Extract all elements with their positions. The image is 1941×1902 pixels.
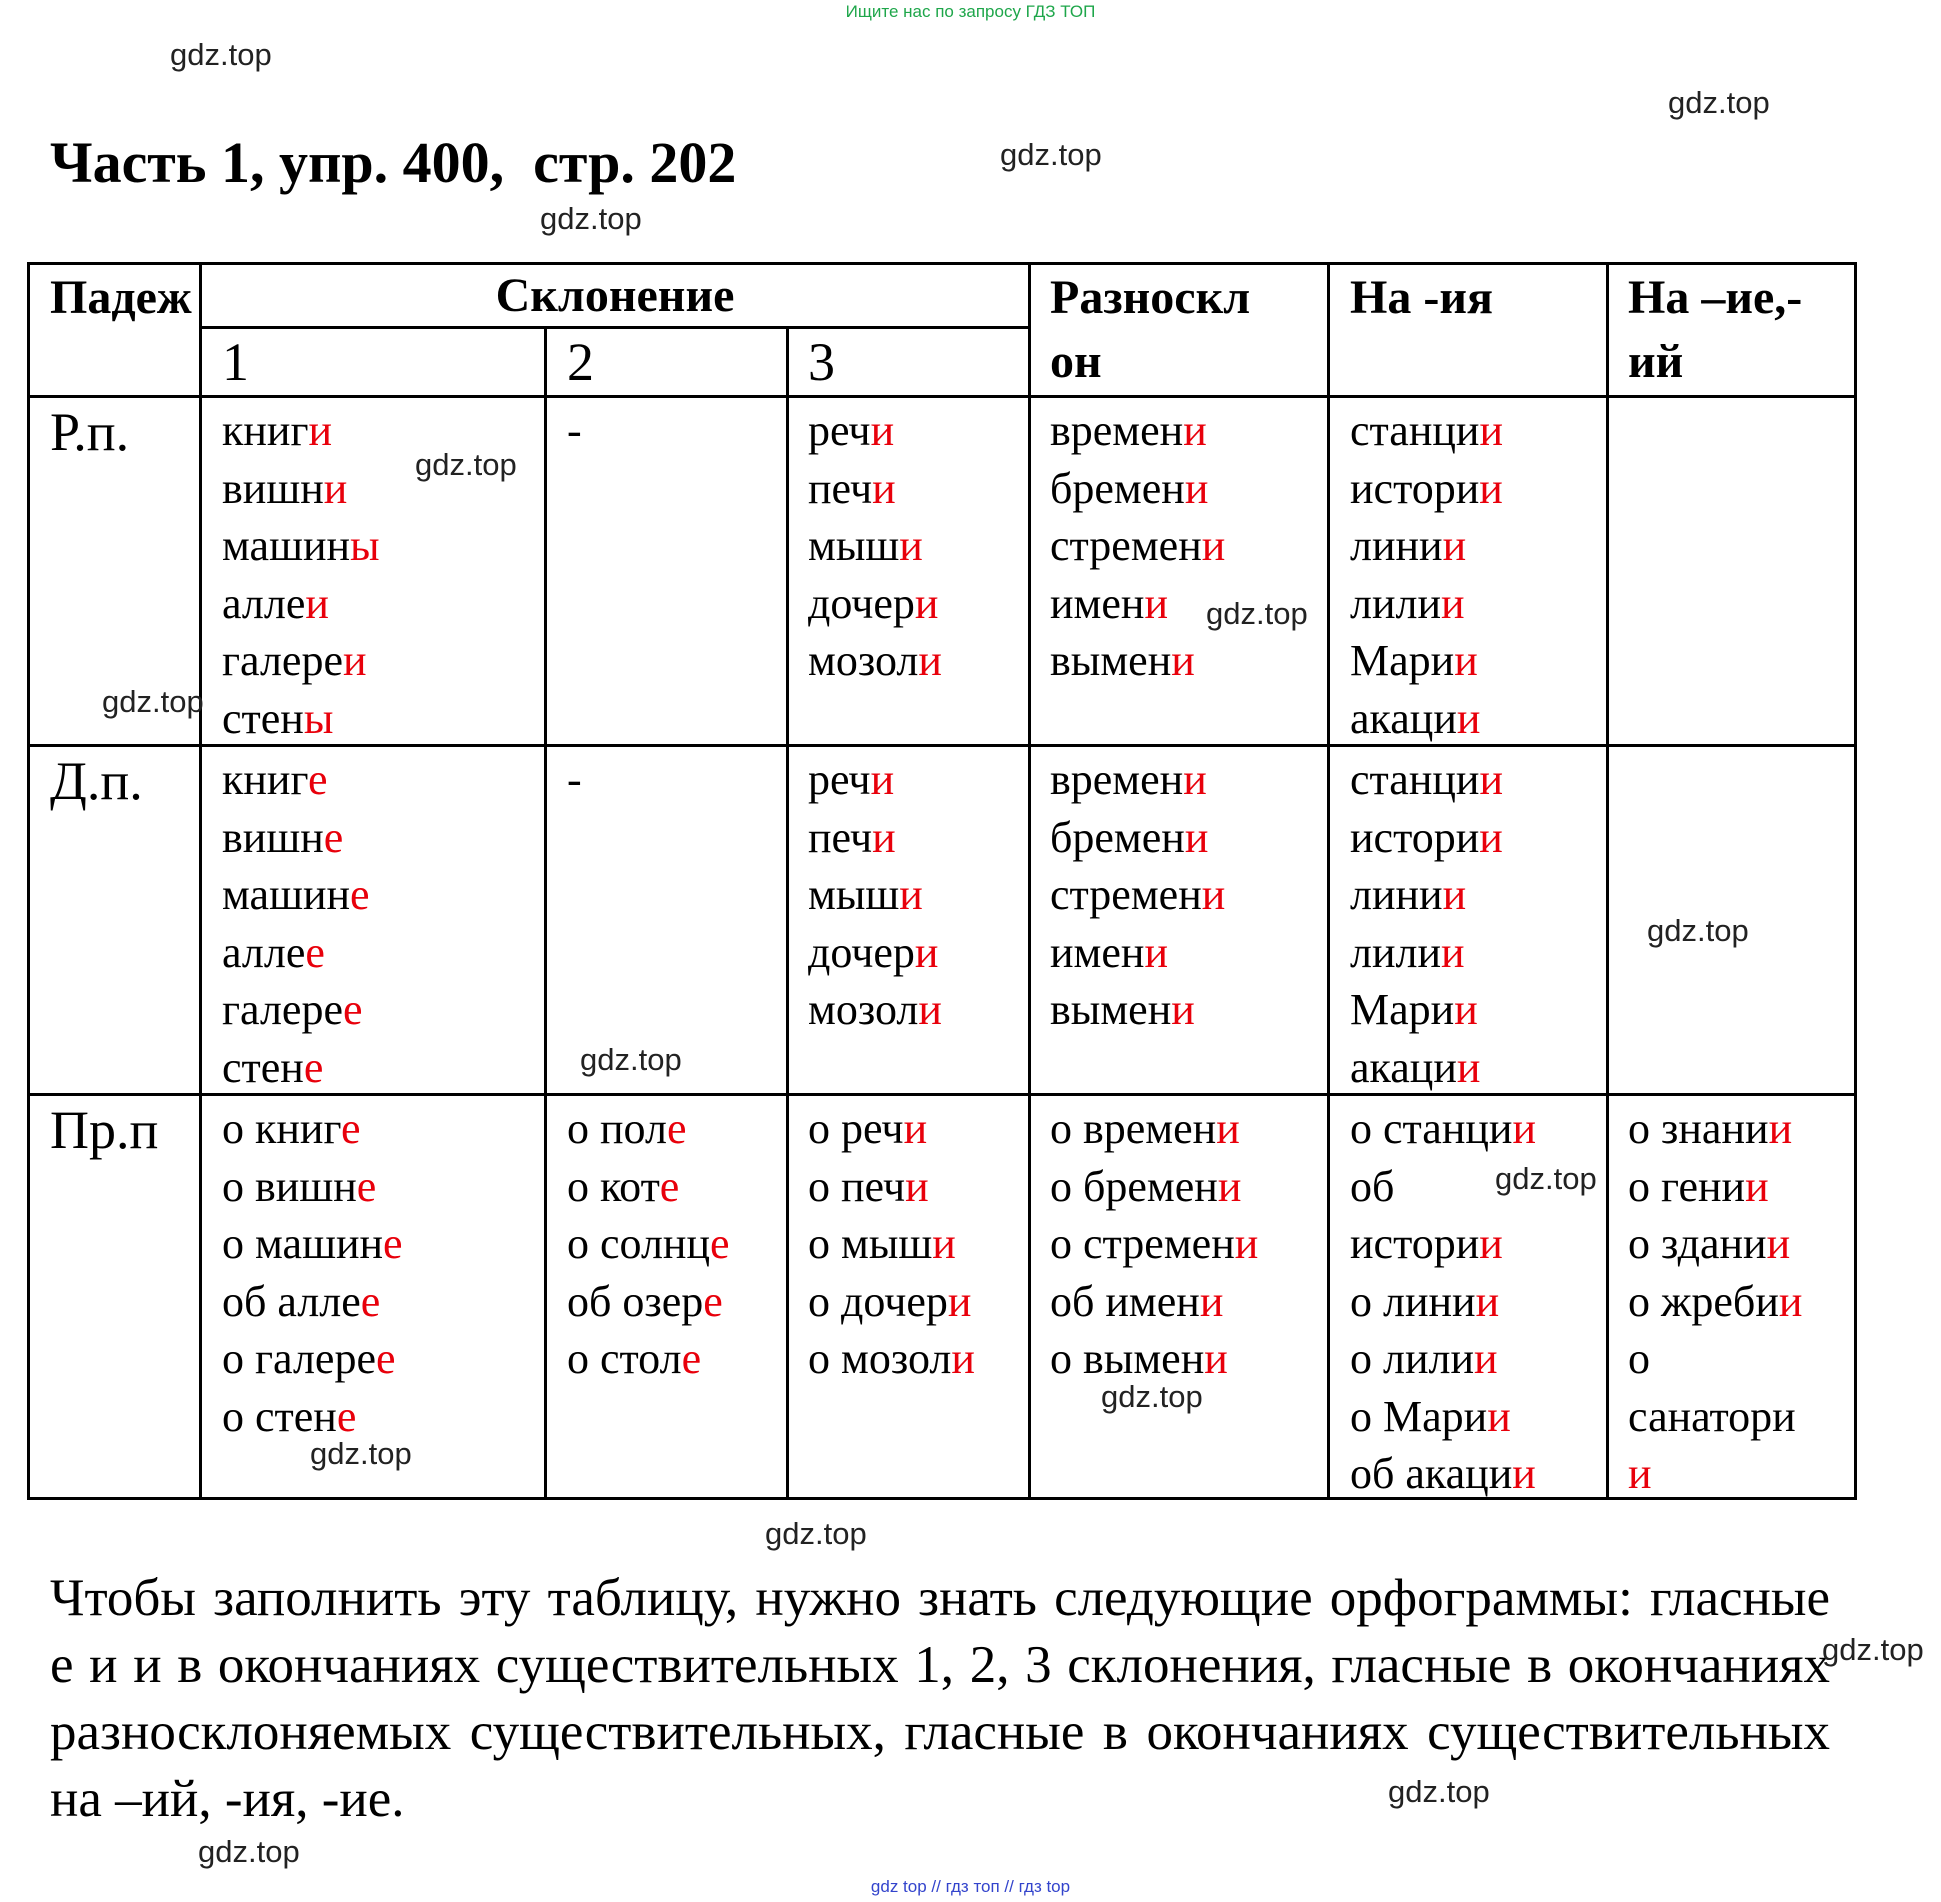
word-stem: лили	[1350, 927, 1442, 977]
word-form	[808, 1273, 975, 1331]
word-form	[1628, 1273, 1802, 1331]
word-stem: о здани	[1628, 1219, 1767, 1268]
word-stem: о реч	[808, 1104, 904, 1153]
word-cell	[222, 1100, 403, 1445]
word-form	[1050, 1215, 1258, 1273]
word-stem: стремен	[1050, 521, 1202, 570]
word-ending: е	[303, 1042, 324, 1092]
word-form	[1350, 690, 1503, 748]
word-ending: е	[703, 1276, 723, 1326]
word-ending: и	[1768, 1104, 1793, 1153]
word-ending: и	[1171, 636, 1195, 685]
watermark: gdz.top	[198, 1834, 300, 1869]
word-ending: и	[305, 578, 329, 628]
word-ending: е	[681, 1334, 702, 1383]
word-form	[808, 1100, 975, 1158]
word-stem: акаци	[1350, 1042, 1457, 1092]
word-stem: о дочер	[808, 1276, 948, 1326]
word-stem: станци	[1350, 406, 1480, 455]
word-form	[1350, 402, 1503, 460]
word-ending: и	[951, 1334, 975, 1383]
word-ending: и	[1454, 985, 1478, 1034]
word-form	[222, 632, 380, 690]
grid-line	[199, 262, 202, 1500]
word-cell	[808, 402, 942, 690]
word-form	[1350, 460, 1503, 518]
word-stem: галере	[222, 985, 343, 1034]
word-ending: е	[350, 870, 370, 919]
word-stem: дочер	[808, 578, 915, 628]
watermark: gdz.top	[765, 1516, 867, 1551]
word-stem: мозол	[808, 636, 919, 685]
word-ending: и	[872, 463, 896, 513]
word-stem: лини	[1350, 521, 1443, 570]
word-stem: об	[1350, 1161, 1395, 1211]
word-form	[222, 1039, 370, 1097]
word-form	[222, 402, 380, 460]
word-stem: Мари	[1350, 985, 1455, 1034]
word-ending: и	[932, 1219, 956, 1268]
word-stem: мыш	[808, 521, 900, 570]
word-stem: вишн	[222, 463, 324, 513]
watermark: gdz.top	[1101, 1379, 1203, 1414]
word-stem: Мари	[1350, 636, 1455, 685]
word-form	[1350, 866, 1503, 924]
word-form	[567, 751, 582, 809]
word-stem: о стол	[567, 1334, 682, 1383]
word-form	[1350, 575, 1503, 633]
word-cell	[1050, 751, 1225, 1039]
word-ending: и	[1184, 463, 1209, 513]
word-cell	[567, 402, 582, 460]
word-form	[1628, 1388, 1802, 1446]
word-ending: и	[1454, 636, 1478, 685]
word-stem: мыш	[808, 870, 900, 919]
word-stem: о вымен	[1050, 1334, 1205, 1383]
watermark: gdz.top	[170, 37, 272, 72]
word-form	[808, 866, 942, 924]
word-ending: е	[383, 1219, 403, 1268]
word-stem: о печ	[808, 1161, 906, 1211]
word-ending: и	[899, 870, 923, 919]
word-form	[808, 402, 942, 460]
grid-line	[1854, 262, 1857, 1500]
word-stem: о мозол	[808, 1334, 952, 1383]
header-iya: На -ия	[1350, 271, 1493, 324]
grid-line	[27, 395, 1857, 398]
word-ending: и	[1512, 1449, 1536, 1498]
word-form	[222, 751, 370, 809]
word-form	[222, 1215, 403, 1273]
word-form	[1628, 1215, 1802, 1273]
word-form	[808, 1215, 975, 1273]
word-form	[222, 981, 370, 1039]
word-form	[1350, 751, 1503, 809]
word-ending: и	[1778, 1276, 1803, 1326]
word-form	[1050, 517, 1225, 575]
word-ending: и	[872, 812, 896, 862]
word-ending: и	[323, 463, 348, 513]
word-form	[1050, 575, 1225, 633]
header-declension-1: 1	[222, 332, 249, 392]
word-ending: и	[1184, 812, 1209, 862]
word-cell	[222, 751, 370, 1096]
word-form	[808, 924, 942, 982]
word-ending: и	[947, 1276, 972, 1326]
word-form	[222, 460, 380, 518]
word-stem: о книг	[222, 1104, 341, 1153]
word-ending: и	[914, 927, 939, 977]
word-stem: стремен	[1050, 870, 1202, 919]
grid-line	[786, 326, 789, 1500]
header-case: Падеж	[50, 271, 192, 324]
word-ending: и	[1442, 521, 1467, 570]
word-form	[1050, 1273, 1258, 1331]
word-form	[808, 751, 942, 809]
word-cell	[1050, 1100, 1258, 1388]
word-stem: об имен	[1050, 1276, 1200, 1326]
word-stem: стен	[222, 693, 304, 743]
word-ending: е	[336, 1391, 357, 1441]
word-form	[808, 575, 942, 633]
word-stem: машин	[222, 870, 351, 919]
word-ending: и	[1479, 812, 1503, 862]
word-ending: е	[710, 1219, 730, 1268]
word-stem: печ	[808, 463, 873, 513]
word-ending: и	[1456, 693, 1481, 743]
word-ending: и	[1234, 1219, 1259, 1268]
grid-line	[1606, 262, 1609, 1500]
word-form	[1050, 1158, 1258, 1216]
word-ending: и	[1512, 1104, 1537, 1153]
case-dative: Д.п.	[50, 751, 143, 811]
word-form	[567, 1100, 730, 1158]
footer-watermark: gdz top // гдз топ // гдз top	[870, 1877, 1071, 1896]
word-cell	[567, 751, 582, 809]
header-declension: Склонение	[495, 269, 735, 322]
word-form	[1050, 1100, 1258, 1158]
word-ending: и	[1745, 1161, 1769, 1211]
word-form	[567, 1158, 730, 1216]
word-form	[808, 981, 942, 1039]
word-stem: времен	[1050, 755, 1184, 804]
watermark: gdz.top	[310, 1436, 412, 1471]
word-stem: о времен	[1050, 1104, 1217, 1153]
word-stem: истори	[1350, 463, 1480, 513]
word-stem: -	[567, 406, 582, 455]
word-ending: и	[1201, 870, 1226, 919]
word-stem: реч	[808, 406, 871, 455]
word-ending: и	[1628, 1449, 1652, 1498]
header-declension-3: 3	[808, 332, 835, 392]
word-stem: о стремен	[1050, 1219, 1235, 1268]
word-form	[1350, 1330, 1536, 1388]
word-form	[1628, 1330, 1802, 1388]
word-ending: ы	[350, 521, 380, 570]
word-form	[1628, 1100, 1802, 1158]
word-stem: об акаци	[1350, 1449, 1513, 1498]
word-form	[808, 632, 942, 690]
word-stem: времен	[1050, 406, 1184, 455]
word-cell	[567, 1100, 730, 1388]
word-form	[222, 1158, 403, 1216]
grid-line	[27, 1497, 1857, 1500]
word-form	[1350, 632, 1503, 690]
word-stem: о стен	[222, 1391, 337, 1441]
word-form	[567, 1330, 730, 1388]
word-form	[222, 866, 370, 924]
header-declension-2: 2	[567, 332, 594, 392]
word-ending: и	[1217, 1161, 1242, 1211]
word-stem: вымен	[1050, 985, 1172, 1034]
word-ending: и	[342, 636, 367, 685]
header-irregular: Разноскл он	[1050, 271, 1251, 388]
watermark: gdz.top	[1495, 1161, 1597, 1196]
word-form	[808, 1330, 975, 1388]
word-stem: галере	[222, 636, 343, 685]
word-ending: и	[914, 578, 939, 628]
word-ending: е	[356, 1161, 377, 1211]
word-stem: о жреби	[1628, 1276, 1779, 1326]
word-form	[1050, 632, 1225, 690]
case-genitive: Р.п.	[50, 402, 130, 462]
word-stem: о галере	[222, 1334, 376, 1383]
watermark: gdz.top	[1822, 1632, 1924, 1667]
word-stem: о мыш	[808, 1219, 933, 1268]
word-form	[1350, 517, 1503, 575]
grid-line	[27, 262, 30, 1500]
watermark: gdz.top	[1668, 85, 1770, 120]
word-stem: акаци	[1350, 693, 1457, 743]
word-stem: истори	[1350, 812, 1480, 862]
watermark: gdz.top	[1388, 1774, 1490, 1809]
word-ending: и	[1201, 521, 1226, 570]
word-cell	[1350, 402, 1503, 747]
word-form	[1050, 981, 1225, 1039]
word-ending: и	[918, 636, 942, 685]
word-ending: и	[1144, 578, 1169, 628]
word-stem: бремен	[1050, 812, 1185, 862]
word-stem: об озер	[567, 1276, 704, 1326]
word-stem: о знани	[1628, 1104, 1769, 1153]
word-form	[222, 809, 370, 867]
watermark: gdz.top	[540, 201, 642, 236]
word-ending: и	[1199, 1276, 1224, 1326]
word-ending: и	[899, 521, 923, 570]
watermark: gdz.top	[1206, 596, 1308, 631]
word-ending: ы	[303, 693, 334, 743]
word-stem: о бремен	[1050, 1161, 1218, 1211]
word-form	[1050, 924, 1225, 982]
word-form	[1050, 751, 1225, 809]
case-prepositional: Пр.п	[50, 1100, 159, 1160]
word-ending: и	[1183, 406, 1207, 455]
word-ending: и	[1441, 927, 1465, 977]
word-ending: е	[340, 1104, 361, 1153]
word-ending: и	[1479, 1219, 1503, 1268]
word-stem: -	[567, 755, 582, 804]
word-stem: об алле	[222, 1276, 361, 1326]
word-form	[1050, 809, 1225, 867]
word-ending: и	[870, 406, 895, 455]
word-stem: о гени	[1628, 1161, 1746, 1211]
watermark: gdz.top	[1647, 913, 1749, 948]
word-ending: и	[1479, 755, 1504, 804]
word-form	[222, 1100, 403, 1158]
word-ending: и	[1216, 1104, 1240, 1153]
explanation-text: Чтобы заполнить эту таблицу, нужно знать следующие орфограммы: гласные е и и в окончаниях существительных 1, 2, 3 склонения, гласные в окончаниях разносклоняемых существительных, гласные в окончаниях существительных на –ий, -ия, -ие.	[50, 1569, 1830, 1828]
word-form	[1350, 1388, 1536, 1446]
word-stem: о лили	[1350, 1334, 1475, 1383]
word-form	[808, 517, 942, 575]
watermark: gdz.top	[1000, 137, 1102, 172]
word-stem: печ	[808, 812, 873, 862]
word-form	[1350, 981, 1503, 1039]
word-form	[567, 1273, 730, 1331]
word-cell	[1628, 1100, 1802, 1503]
word-ending: и	[1456, 1042, 1481, 1092]
word-ending: е	[307, 755, 328, 804]
word-ending: е	[360, 1276, 381, 1326]
watermark: gdz.top	[102, 684, 204, 719]
word-stem: вишн	[222, 812, 324, 862]
header-ie: На –ие,-ий	[1628, 271, 1803, 388]
word-form	[1350, 1215, 1536, 1273]
word-stem: санатори	[1628, 1391, 1796, 1441]
word-form	[1628, 1445, 1802, 1503]
word-ending: е	[305, 927, 325, 977]
word-stem: мозол	[808, 985, 919, 1034]
word-ending: е	[659, 1161, 680, 1211]
word-ending: и	[1487, 1391, 1511, 1441]
word-stem: стен	[222, 1042, 304, 1092]
word-ending: и	[1441, 578, 1465, 628]
word-ending: и	[1479, 406, 1504, 455]
word-ending: и	[1475, 1276, 1500, 1326]
watermark: gdz.top	[415, 447, 517, 482]
word-stem: о пол	[567, 1104, 667, 1153]
word-cell	[222, 402, 380, 747]
grid-line	[1028, 262, 1031, 1500]
word-ending: и	[1171, 985, 1195, 1034]
word-ending: и	[308, 406, 333, 455]
word-stem: книг	[222, 755, 308, 804]
word-ending: е	[342, 985, 363, 1034]
word-form	[1050, 866, 1225, 924]
word-ending: е	[666, 1104, 687, 1153]
word-stem: о кот	[567, 1161, 660, 1211]
word-form	[1350, 809, 1503, 867]
word-form	[222, 1330, 403, 1388]
word-ending: и	[1144, 927, 1169, 977]
word-stem: алле	[222, 578, 306, 628]
word-ending: и	[870, 755, 895, 804]
word-cell	[1350, 751, 1503, 1096]
word-stem: о машин	[222, 1219, 384, 1268]
word-stem: станци	[1350, 755, 1480, 804]
watermark: gdz.top	[580, 1042, 682, 1077]
word-ending: и	[1766, 1219, 1791, 1268]
word-stem: лили	[1350, 578, 1442, 628]
word-form	[567, 1215, 730, 1273]
word-ending: и	[1442, 870, 1467, 919]
word-stem: дочер	[808, 927, 915, 977]
word-form	[808, 460, 942, 518]
page-title: Часть 1, упр. 400, стр. 202	[50, 130, 737, 195]
word-stem: книг	[222, 406, 309, 455]
word-cell	[808, 751, 942, 1039]
grid-line	[544, 326, 547, 1500]
word-ending: и	[903, 1104, 928, 1153]
word-stem: реч	[808, 755, 871, 804]
word-stem: истори	[1350, 1219, 1480, 1268]
word-form	[1350, 1100, 1536, 1158]
word-form	[808, 809, 942, 867]
word-stem: алле	[222, 927, 306, 977]
word-stem: имен	[1050, 927, 1145, 977]
word-ending: и	[918, 985, 942, 1034]
word-form	[222, 575, 380, 633]
grid-line	[1327, 262, 1330, 1500]
word-stem: имен	[1050, 578, 1145, 628]
word-form	[1350, 1273, 1536, 1331]
word-stem: бремен	[1050, 463, 1185, 513]
word-stem: о	[1628, 1334, 1650, 1383]
word-form	[1050, 460, 1225, 518]
word-stem: о Мари	[1350, 1391, 1488, 1441]
word-form	[222, 517, 380, 575]
word-stem: о солнц	[567, 1219, 710, 1268]
word-stem: машин	[222, 521, 351, 570]
word-form	[1350, 1445, 1536, 1503]
word-form	[1350, 924, 1503, 982]
word-ending: е	[375, 1334, 396, 1383]
word-cell	[1050, 402, 1225, 690]
word-form	[1050, 402, 1225, 460]
word-ending: и	[1479, 463, 1503, 513]
word-stem: о лини	[1350, 1276, 1476, 1326]
word-stem: о станци	[1350, 1104, 1513, 1153]
word-ending: и	[1204, 1334, 1228, 1383]
word-ending: и	[1183, 755, 1207, 804]
word-form	[222, 690, 380, 748]
word-ending: и	[1474, 1334, 1498, 1383]
word-ending: е	[323, 812, 344, 862]
word-form	[222, 924, 370, 982]
word-stem: лини	[1350, 870, 1443, 919]
word-ending: и	[905, 1161, 929, 1211]
top-search-hint: Ищите нас по запросу ГДЗ ТОП	[845, 2, 1096, 21]
word-form	[567, 402, 582, 460]
word-stem: о вишн	[222, 1161, 357, 1211]
word-form	[1628, 1158, 1802, 1216]
word-form	[1350, 1039, 1503, 1097]
word-form	[808, 1158, 975, 1216]
word-cell	[808, 1100, 975, 1388]
word-stem: вымен	[1050, 636, 1172, 685]
word-form	[222, 1273, 403, 1331]
